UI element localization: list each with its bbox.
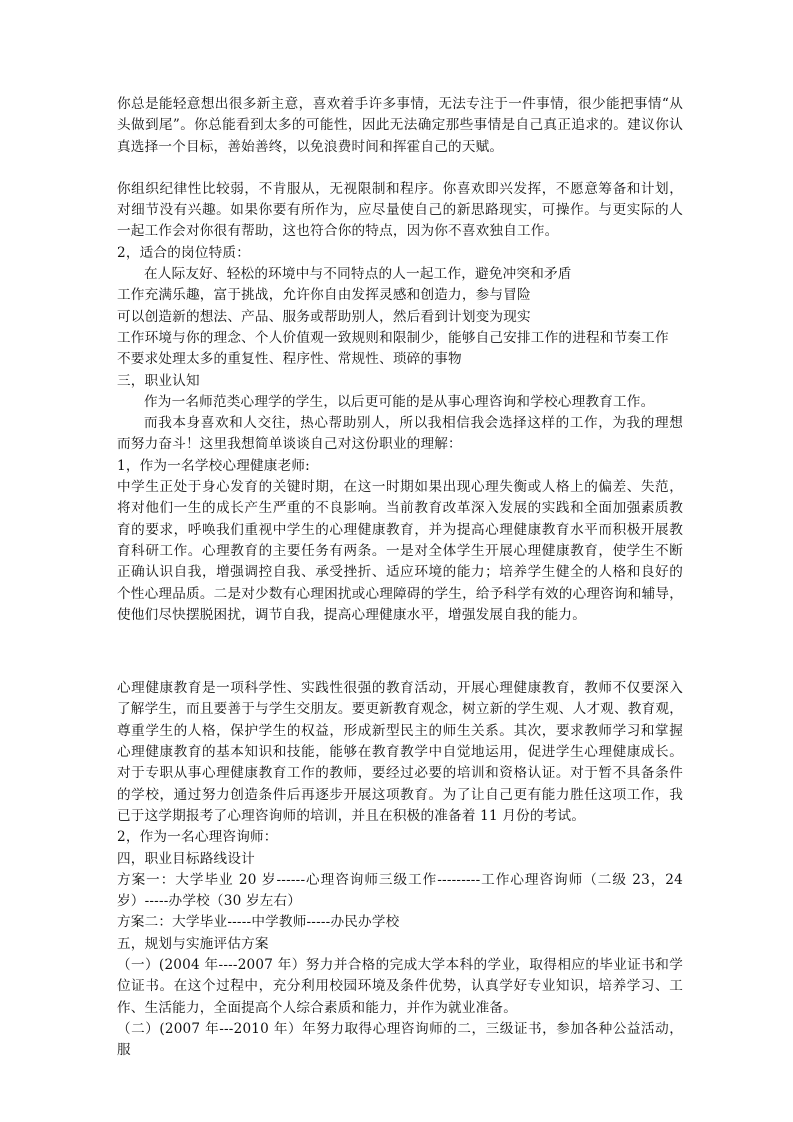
text-line: 一起工作会对你很有帮助，这也符合你的特点，因为你不喜欢独自工作。 xyxy=(117,223,559,240)
text-line: 你总是能轻意想出很多新主意，喜欢着手许多事情，无法专注于一件事情，很少能把事情“从 xyxy=(117,96,683,112)
text-line: 了解学生，而且要善于与学生交朋友。要更新教育观念，树立新的学生观、人才观、教育观， xyxy=(117,701,683,718)
section-title-career-path: 四，职业目标路线设计 xyxy=(117,850,255,867)
text-line: （二）(2007 年---2010 年）年努力取得心理咨询师的二，三级证书，参加各种公益活动，服 xyxy=(117,1020,683,1059)
text-line: 个性心理品质。二是对少数有心理困扰或心理障碍的学生，给予科学有效的心理咨询和辅导， xyxy=(117,585,683,602)
text-line: 作、生活能力，全面提高个人综合素质和能力，并作为就业准备。 xyxy=(117,999,518,1016)
text-line: 育的要求，呼唤我们重视中学生的心理健康教育，并为提高心理健康教育水平而积极开展教 xyxy=(117,521,683,538)
text-line: 心理健康教育的基本知识和技能，能够在教育教学中自觉地运用，促进学生心理健康成长。 xyxy=(117,744,683,761)
text-line: 正确认识自我，增强调控自我、承受挫折、适应环境的能力；培养学生健全的人格和良好的 xyxy=(117,564,683,581)
list-item: 工作环境与你的理念、个人价值观一致规则和限制少，能够自己安排工作的进程和节奏工作 xyxy=(117,329,669,346)
blank-line xyxy=(117,158,683,179)
text-line: 位证书。在这个过程中，充分利用校园环境及条件优势，认真学好专业知识，培养学习、工 xyxy=(117,978,683,995)
list-item: 不要求处理太多的重复性、程序性、常规性、琐碎的事物 xyxy=(117,351,462,368)
text-line: 真选择一个目标，善始善终，以免浪费时间和挥霍自己的天赋。 xyxy=(117,138,504,155)
plan-two: 方案二：大学毕业-----中学教师-----办民办学校 xyxy=(117,914,400,931)
text-line: 而我本身喜欢和人交往，热心帮助别人，所以我相信我会选择这样的工作，为我的理想 xyxy=(144,415,683,432)
section-title-career-cognition: 三，职业认知 xyxy=(117,372,200,389)
stage-two xyxy=(117,1019,683,1062)
text-line: 岁）-----办学校（30 岁左右） xyxy=(117,893,302,910)
text-line: 头做到尾”。你总能看到太多的可能性，因此无法确定那些事情是自己真正追求的。建议你认 xyxy=(117,117,683,134)
text-line: 对于专职从事心理健康教育工作的教师，要经过必要的培训和资格认证。对于暂不具备条件 xyxy=(117,765,683,782)
text-line: 的学校，通过努力创造条件后再逐步开展这项教育。为了让自己更有能力胜任这项工作，我 xyxy=(117,786,683,803)
text-line: 中学生正处于身心发育的关键时期，在这一时期如果出现心理失衡或人格上的偏差、失范， xyxy=(117,479,683,496)
subsection-title-counselor: 2，作为一名心理咨询师： xyxy=(117,829,278,846)
paragraph-personality-ideas xyxy=(117,94,683,158)
list-item: 工作充满乐趣，富于挑战，允许你自由发挥灵感和创造力，参与冒险 xyxy=(117,287,531,304)
text-line: 已于这学期报考了心理咨询师的培训，并且在积极的准备着 11 月份的考试。 xyxy=(117,807,586,824)
text-line: （一）(2004 年----2007 年）努力并合格的完成大学本科的学业，取得相应的毕业证书和学 xyxy=(117,956,683,973)
plan-one xyxy=(117,870,683,913)
text-line: 作为一名师范类心理学的学生，以后更可能的是从事心理咨询和学校心理教育工作。 xyxy=(144,393,655,410)
text-line: 心理健康教育是一项科学性、实践性很强的教育活动，开展心理健康教育，教师不仅要深入 xyxy=(117,680,683,697)
job-traits-list xyxy=(117,264,683,370)
text-line: 尊重学生的人格，保护学生的权益，形成新型民主的师生关系。其次，要求教师学习和掌握 xyxy=(117,722,683,739)
text-line: 而努力奋斗！这里我想简单谈谈自己对这份职业的理解： xyxy=(117,436,462,453)
text-line: 你组织纪律性比较弱，不肯服从，无视限制和程序。你喜欢即兴发挥，不愿意筹备和计划， xyxy=(117,180,683,197)
paragraph-mental-health-education xyxy=(117,678,683,827)
text-line: 将对他们一生的成长产生严重的不良影响。当前教育改革深入发展的实践和全面加强素质教 xyxy=(117,500,683,517)
document-body xyxy=(117,94,683,1061)
paragraph-personality-discipline xyxy=(117,179,683,243)
list-item: 在人际友好、轻松的环境中与不同特点的人一起工作，避免冲突和矛盾 xyxy=(144,266,572,283)
subsection-title-job-traits: 2，适合的岗位特质： xyxy=(117,244,250,261)
stage-one xyxy=(117,955,683,1019)
paragraph-career-ideal xyxy=(117,413,683,456)
paragraph-school-mental-health xyxy=(117,477,683,626)
text-line: 使他们尽快摆脱困扰，调节自我，提高心理健康水平，增强发展自我的能力。 xyxy=(117,606,586,623)
list-item: 可以创造新的想法、产品、服务或帮助别人，然后看到计划变为现实 xyxy=(117,308,531,325)
subsection-title-school-teacher: 1，作为一名学校心理健康老师: xyxy=(117,457,310,474)
text-line: 育科研工作。心理教育的主要任务有两条。一是对全体学生开展心理健康教育，使学生不断 xyxy=(117,542,683,559)
text-line: 对细节没有兴趣。如果你要有所作为，应尽量使自己的新思路现实，可操作。与更实际的人 xyxy=(117,202,683,219)
section-title-planning: 五，规划与实施评估方案 xyxy=(117,935,269,952)
text-line: 方案一：大学毕业 20 岁------心理咨询师三级工作---------工作心理咨询师（二级 23，24 xyxy=(117,871,683,888)
blank-space xyxy=(117,626,683,678)
